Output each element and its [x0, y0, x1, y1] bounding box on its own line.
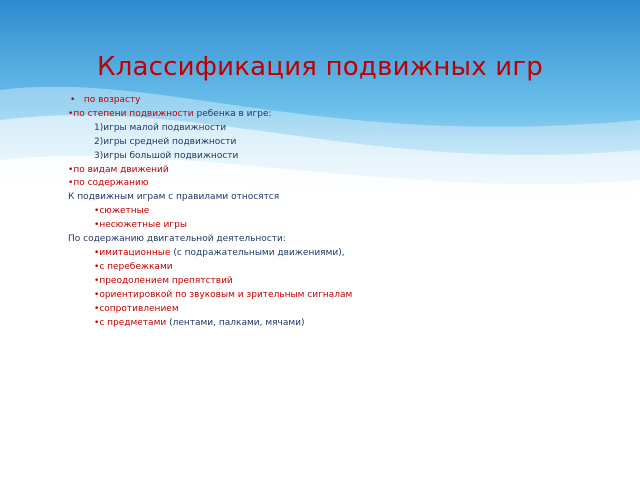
list-item: [68, 108, 608, 122]
list-item: [68, 261, 608, 275]
content-list: [68, 94, 608, 330]
item-objects-blue: (лентами, палками, мячами): [166, 317, 305, 328]
item-high-mobility: 3)игры большой подвижности: [94, 150, 239, 161]
item-movement: по видам движений: [73, 164, 169, 175]
list-item: [68, 247, 608, 261]
item-medium-mobility: 2)игры средней подвижности: [94, 136, 237, 147]
list-item: [68, 289, 608, 303]
item-imitation-blue: (с подражательными движениями),: [170, 247, 345, 258]
item-content: по содержанию: [73, 178, 149, 189]
item-low-mobility: 1)игры малой подвижности: [94, 122, 227, 133]
list-item: [68, 219, 608, 233]
motor-intro: По содержанию двигательной деятельности:: [68, 234, 286, 245]
bullet: •: [94, 261, 100, 272]
list-item: [68, 94, 608, 108]
item-obstacles: преодолением препятствий: [99, 275, 233, 286]
item-resistance: сопротивлением: [99, 303, 179, 314]
bullet: •: [94, 303, 100, 314]
bullet: •: [68, 178, 74, 189]
item-plot: сюжетные: [99, 206, 150, 217]
item-objects-red: с предметами: [99, 317, 167, 328]
item-nonplot: несюжетные игры: [99, 220, 187, 231]
item-age: по возрасту: [83, 95, 141, 105]
list-item: [68, 164, 608, 178]
bullet: •: [94, 206, 100, 217]
item-orientation: ориентировкой по звуковым и зрительным сигналам: [99, 289, 353, 300]
bullet: •: [68, 108, 74, 119]
list-item: [68, 275, 608, 289]
list-item: [68, 317, 608, 331]
bullet: •: [94, 247, 100, 258]
item-mobility-blue: ребенка в игре:: [193, 108, 272, 119]
list-item: [68, 205, 608, 219]
item-imitation-red: имитационные: [99, 247, 171, 258]
bullet: •: [94, 289, 100, 300]
rules-intro: К подвижным играм с правилами относятся: [68, 192, 280, 203]
bullet: •: [70, 95, 76, 105]
list-item: [68, 177, 608, 191]
bullet: •: [94, 317, 100, 328]
item-mobility-red: по степени подвижности: [73, 108, 194, 119]
list-item: [68, 303, 608, 317]
item-runs: с перебежками: [99, 261, 173, 272]
page-title: Классификация подвижных игр: [97, 52, 543, 82]
bullet: •: [94, 275, 100, 286]
bullet: •: [94, 220, 100, 231]
bullet: •: [68, 164, 74, 175]
